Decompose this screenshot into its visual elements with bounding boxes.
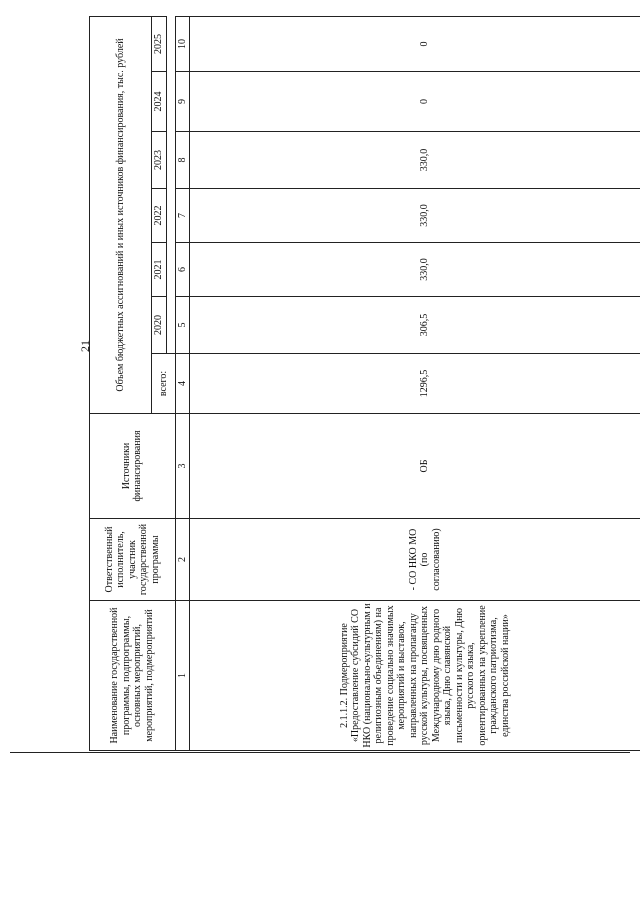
col-number-3: 3	[175, 414, 190, 519]
row-value-2020: 306,5	[190, 297, 640, 354]
header-year-2023: 2023	[152, 132, 167, 189]
page-number: 21	[78, 340, 92, 352]
header-year-2020: 2020	[152, 297, 167, 354]
row-value-2024: 0	[190, 72, 640, 132]
table-row	[190, 16, 640, 750]
col-number-4: 4	[175, 354, 190, 414]
row-total: 1296,5	[190, 354, 640, 414]
row-value-2021: 330,0	[190, 243, 640, 297]
header-year-2021: 2021	[152, 243, 167, 297]
header-funding-source: Источники финансирования	[90, 414, 176, 519]
col-number-2: 2	[175, 519, 190, 601]
header-program-name: Наименование государственной программы, подпрограммы, основных мероприятий, мероприятий, подмероприятий	[90, 601, 176, 751]
col-number-5: 5	[175, 297, 190, 354]
col-number-8: 8	[175, 132, 190, 189]
row-value-2022: 330,0	[190, 189, 640, 243]
header-year-2025: 2025	[152, 16, 167, 71]
row-value-2025: 0	[190, 16, 640, 71]
col-number-9: 9	[175, 72, 190, 132]
col-number-6: 6	[175, 243, 190, 297]
col-number-1: 1	[175, 601, 190, 751]
row-value-2023: 330,0	[190, 132, 640, 189]
header-funding-volume: Объем бюджетных ассигнований и иных источников финансирования, тыс. рублей	[90, 16, 152, 413]
col-number-10: 10	[175, 16, 190, 71]
row-description: 2.1.1.2. Подмероприятие «Предоставление субсидий СО НКО (национально-культурным и религиозным объединениям) на проведение социально значимых мероприятий и выставок, направленных на пропаганду русской культуры, посвященных Международному дню родного языка, Дню славянской письменности и культуры, Дню русского языка, ориентированных на укрепление гражданского патриотизма, единства российской нации»	[190, 601, 640, 751]
header-year-2024: 2024	[152, 72, 167, 132]
footer-rule	[10, 752, 630, 753]
row-executor: - СО НКО МО (по согласованию)	[190, 519, 640, 601]
header-total: всего:	[152, 354, 176, 414]
row-funding-source: ОБ	[190, 414, 640, 519]
funding-table	[89, 16, 640, 751]
rotated-table-container	[89, 17, 640, 751]
header-year-2022: 2022	[152, 189, 167, 243]
col-number-7: 7	[175, 189, 190, 243]
header-executor: Ответственный исполнитель, участник государственной программы	[90, 519, 176, 601]
